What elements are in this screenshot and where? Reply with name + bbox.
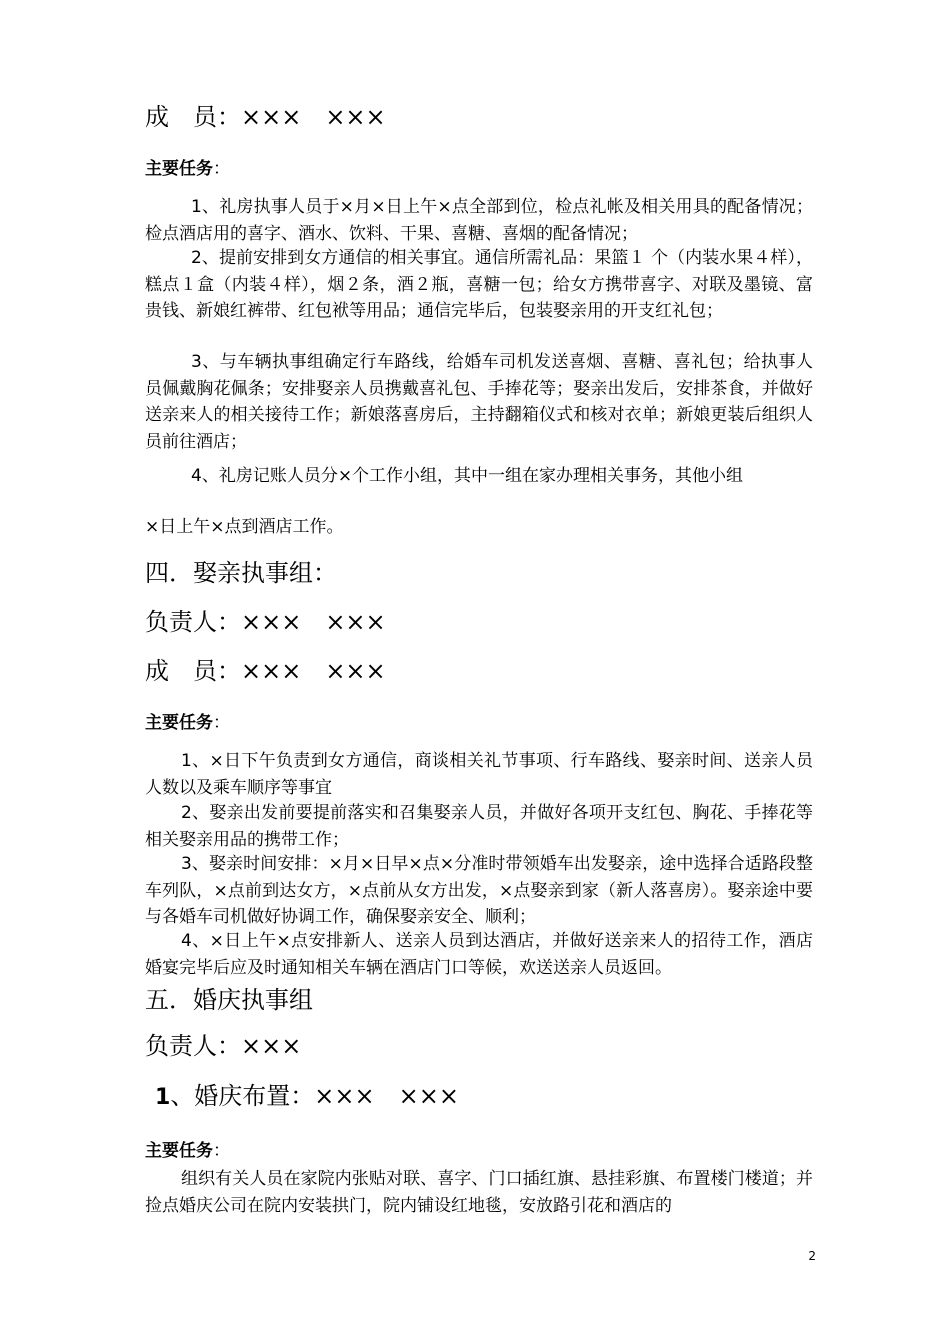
section5-leader: 负责人：××× — [145, 1032, 302, 1060]
section5-sub1 — [155, 1081, 823, 1113]
section5-task-colon: ： — [213, 1141, 230, 1161]
section5-task-title — [145, 1139, 813, 1163]
section4-task-title-text: 主要任务 — [145, 713, 213, 733]
page-number: 2 — [808, 1249, 816, 1263]
section3-task-title — [145, 157, 813, 181]
section4-task4: 4、×日上午×点安排新人、送亲人员到达酒店，并做好送亲来人的招待工作，酒店婚宴完毕后应及时通知相关车辆在酒店门口等候，欢送送亲人员返回。 — [145, 931, 813, 978]
section3-members: 成 员：××× ××× — [145, 103, 386, 131]
section4-task-title — [145, 711, 813, 735]
section3-task2: 2、提前安排到女方通信的相关事宜。通信所需礼品：果篮１ 个（内装水果４样），糕点１盒（内装４样），烟２条，酒２瓶，喜糖一包；给女方携带喜字、对联及墨镜、富贵钱、新娘红裤带、红包袱等用品；通信完毕后，包装娶亲用的开支红礼包； — [145, 248, 813, 321]
section5-sub1-text: 、婚庆布置：××× ××× — [170, 1082, 459, 1110]
section4-task2: 2、娶亲出发前要提前落实和召集娶亲人员，并做好各项开支红包、胸花、手捧花等相关娶亲用品的携带工作； — [145, 803, 813, 850]
section3-task-colon: ： — [213, 159, 230, 179]
section3-task-title-text: 主要任务 — [145, 159, 213, 179]
section4-task3: 3、娶亲时间安排：×月×日早×点×分准时带领婚车出发娶亲，途中选择合适路段整车列队，×点前到达女方，×点前从女方出发，×点娶亲到家（新人落喜房）。娶亲途中要与各婚车司机做好协调工作，确保娶亲安全、顺利； — [145, 854, 813, 927]
section4-task-colon: ： — [213, 713, 230, 733]
section3-task4-line1: 4、礼房记账人员分×个工作小组，其中一组在家办理相关事务，其他小组 — [191, 466, 744, 486]
section3-task4-line2: ×日上午×点到酒店工作。 — [145, 517, 344, 537]
section4-members: 成 员：××× ××× — [145, 657, 386, 685]
section5-task-title-text: 主要任务 — [145, 1141, 213, 1161]
section4-leader: 负责人：××× ××× — [145, 608, 386, 636]
section5-task1: 组织有关人员在家院内张贴对联、喜字、门口插红旗、悬挂彩旗、布置楼门楼道；并捡点婚庆公司在院内安装拱门，院内铺设红地毯，安放路引花和酒店的 — [145, 1169, 813, 1216]
section3-task3: 3、与车辆执事组确定行车路线，给婚车司机发送喜烟、喜糖、喜礼包；给执事人员佩戴胸花佩条；安排娶亲人员携戴喜礼包、手捧花等；娶亲出发后，安排茶食，并做好送亲来人的相关接待工作；新娘落喜房后，主持翻箱仪式和核对衣单；新娘更装后组织人员前往酒店； — [145, 352, 813, 452]
section4-task1: 1、×日下午负责到女方通信，商谈相关礼节事项、行车路线、娶亲时间、送亲人员人数以及乘车顺序等事宜 — [145, 751, 813, 798]
section5-sub1-number: 1 — [155, 1085, 171, 1110]
section4-heading: 四．娶亲执事组： — [145, 559, 337, 587]
section5-heading: 五．婚庆执事组 — [145, 986, 313, 1014]
section3-task1: 1、礼房执事人员于×月×日上午×点全部到位，检点礼帐及相关用具的配备情况；检点酒店用的喜字、酒水、饮料、干果、喜糖、喜烟的配备情况； — [145, 197, 813, 244]
